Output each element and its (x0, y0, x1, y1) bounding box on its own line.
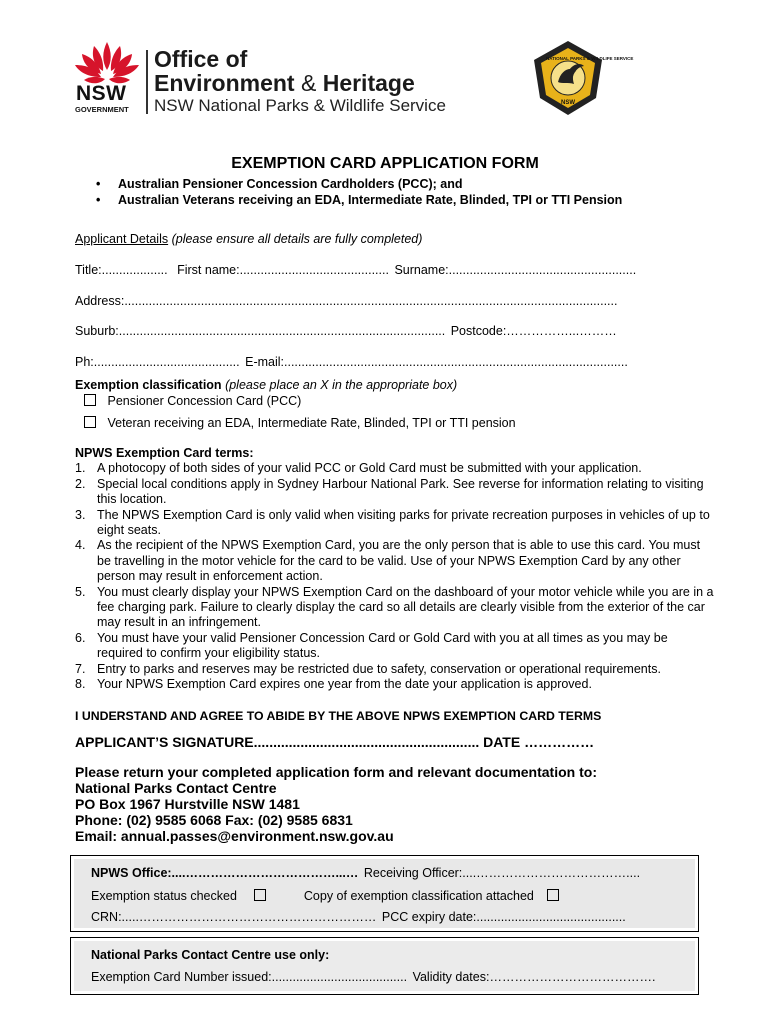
terms-item (75, 508, 715, 539)
surname-field[interactable]: Surname:...................................................... (394, 263, 637, 277)
return-info (75, 764, 597, 844)
veteran-checkbox[interactable] (84, 416, 96, 428)
contact-email: Email: annual.passes@environment.nsw.gov.au (75, 828, 394, 844)
badge-text: NATIONAL PARKS & WILDLIFE SERVICE (546, 56, 634, 61)
crn-field[interactable]: CRN:.....………………………………………………… (91, 910, 377, 924)
terms-item (75, 585, 715, 631)
terms-item-number: 4. (75, 538, 86, 553)
org-name-amp: & (300, 70, 317, 96)
terms-item (75, 538, 715, 584)
validity-dates-field[interactable]: Validity dates:…………………………………. (412, 970, 656, 984)
bullet-item (96, 177, 463, 191)
badge-nsw-text: NSW (561, 100, 575, 106)
applicant-details-heading (75, 232, 422, 246)
org-name-line2 (154, 70, 415, 97)
agreement-statement: I UNDERSTAND AND AGREE TO ABIDE BY THE ABOVE NPWS EXEMPTION CARD TERMS (75, 709, 602, 723)
suburb-field[interactable]: Suburb:.............................................................................................. (75, 324, 446, 338)
contact-centre-box (70, 937, 699, 995)
applicant-details-note: (please ensure all details are fully completed) (171, 232, 423, 246)
office-use-box (70, 855, 699, 932)
ncc-heading: National Parks Contact Centre use only: (91, 948, 330, 962)
terms-item-number: 2. (75, 476, 86, 491)
option-veteran (84, 416, 516, 430)
npws-office-field[interactable]: NPWS Office:....………………………………...… (91, 866, 359, 880)
receiving-officer-field[interactable]: Receiving Officer:....……………………………….... (363, 866, 641, 880)
pcc-expiry-field[interactable]: PCC expiry date:........................................... (381, 910, 626, 924)
org-name-line3: NSW National Parks & Wildlife Service (154, 96, 446, 115)
name-row (75, 263, 636, 277)
address-field[interactable]: Address:.............................................................................................................................................. (75, 294, 618, 308)
option-veteran-label: Veteran receiving an EDA, Intermediate Rate, Blinded, TPI or TTI pension (107, 416, 516, 430)
exemption-checked-label: Exemption status checked (91, 889, 237, 903)
npws-emblem-icon (528, 38, 634, 118)
terms-item-number: 7. (75, 661, 86, 676)
classification-label: Exemption classification (75, 378, 222, 392)
terms-item-number: 1. (75, 461, 86, 476)
terms-heading: NPWS Exemption Card terms: (75, 446, 254, 460)
card-number-field[interactable]: Exemption Card Number issued:....................................... (91, 970, 408, 984)
exemption-checked-checkbox[interactable] (254, 889, 266, 901)
terms-item-text: Special local conditions apply in Sydney Harbour National Park. See reverse for information relating to visiting this location. (97, 476, 704, 507)
applicant-details-label: Applicant Details (75, 232, 169, 246)
logo-divider (146, 50, 148, 114)
terms-item-text: As the recipient of the NPWS Exemption Card, you are the only person that is able to use this card. You must be travelling in the motor vehicle for the card to be valid. Use of your NPWS Exemption Card by any other person may result in enforcement action. (97, 538, 701, 584)
office-row-2 (91, 889, 559, 903)
terms-section (75, 446, 715, 693)
office-row-1 (91, 866, 640, 880)
nsw-government-logo (70, 38, 145, 118)
title-field[interactable]: Title:................... (75, 263, 168, 277)
terms-item (75, 662, 715, 677)
terms-item-text: You must clearly display your NPWS Exemption Card on the dashboard of your motor vehicle while you are in a fee charging park. Failure to clearly display the card so all details are clearly visible from the exterior of the car may result in an infringement. (97, 584, 714, 630)
terms-item-number: 5. (75, 584, 86, 599)
form-title: EXEMPTION CARD APPLICATION FORM (231, 155, 539, 172)
classification-note: (please place an X in the appropriate box) (225, 378, 458, 392)
terms-item-text: The NPWS Exemption Card is only valid when visiting parks for private recreation purposes in vehicles of up to eight seats. (97, 507, 710, 538)
org-name-environment: Environment (154, 70, 301, 96)
org-name-heritage: Heritage (316, 70, 415, 96)
suburb-row (75, 324, 617, 338)
terms-item-text: Entry to parks and reserves may be restricted due to safety, conservation or operational requirements. (97, 661, 661, 676)
bullet-dot: • (96, 177, 101, 191)
email-field[interactable]: E-mail:................................................................................................... (245, 355, 628, 369)
nsw-logo-subtext: GOVERNMENT (75, 105, 129, 114)
contact-centre-name: National Parks Contact Centre (75, 780, 277, 796)
terms-item (75, 461, 715, 476)
terms-item (75, 477, 715, 508)
first-name-field[interactable]: First name:........................................... (177, 263, 389, 277)
terms-item (75, 631, 715, 662)
phone-fax: Phone: (02) 9585 6068 Fax: (02) 9585 6831 (75, 812, 353, 828)
return-instruction: Please return your completed application form and relevant documentation to: (75, 764, 597, 780)
copy-attached-checkbox[interactable] (547, 889, 559, 901)
office-row-3 (91, 910, 626, 924)
terms-item-number: 8. (75, 677, 86, 692)
bullet-text: Australian Pensioner Concession Cardholders (PCC); and (118, 177, 463, 191)
phone-field[interactable]: Ph:.......................................... (75, 355, 240, 369)
contact-row (75, 355, 628, 369)
postcode-field[interactable]: Postcode:……………...……… (450, 324, 617, 338)
terms-item (75, 677, 715, 692)
terms-item-text: A photocopy of both sides of your valid PCC or Gold Card must be submitted with your application. (97, 461, 642, 476)
copy-attached-label: Copy of exemption classification attached (303, 889, 534, 903)
npws-badge (528, 38, 634, 118)
terms-item-number: 3. (75, 507, 86, 522)
pcc-checkbox[interactable] (84, 394, 96, 406)
terms-item-number: 6. (75, 630, 86, 645)
postal-address: PO Box 1967 Hurstville NSW 1481 (75, 796, 300, 812)
nsw-logo-text: NSW (76, 82, 127, 105)
bullet-dot: • (96, 193, 101, 207)
option-pcc-label: Pensioner Concession Card (PCC) (107, 394, 302, 408)
terms-item-text: You must have your valid Pensioner Concession Card or Gold Card with you at all times as you may be required to confirm your eligibility status. (97, 630, 668, 661)
terms-item-text: Your NPWS Exemption Card expires one year from the date your application is approved. (97, 677, 592, 692)
bullet-text: Australian Veterans receiving an EDA, Intermediate Rate, Blinded, TPI or TTI Pension (118, 193, 623, 207)
signature-line[interactable]: APPLICANT’S SIGNATURE.......................................................... DATE …………… (75, 734, 595, 750)
ncc-row (91, 970, 655, 984)
option-pcc (84, 394, 301, 408)
terms-list (75, 461, 715, 692)
classification-heading (75, 378, 457, 392)
bullet-item (96, 193, 623, 207)
org-name-line1: Office of (154, 46, 248, 72)
